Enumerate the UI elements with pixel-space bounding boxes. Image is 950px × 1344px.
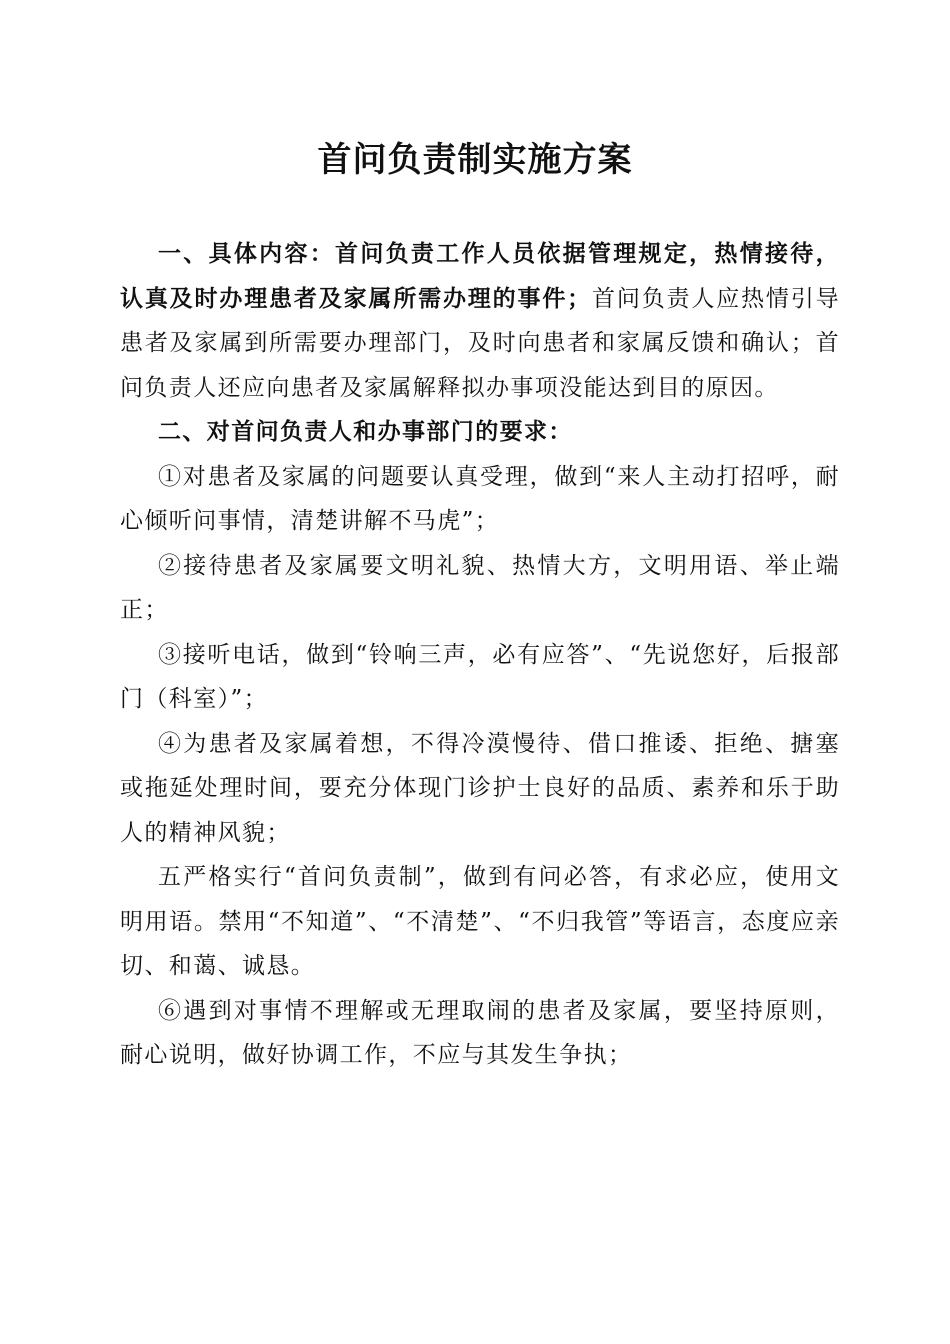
requirement-item-6: ⑥遇到对事情不理解或无理取闹的患者及家属，要坚持原则，耐心说明，做好协调工作，不应与其发生争执； <box>120 997 840 1068</box>
page-title: 首问负责制实施方案 <box>317 140 633 180</box>
requirement-item-3: ③接听电话，做到“铃响三声，必有应答”、“先说您好，后报部门（科室）”； <box>120 641 840 712</box>
section-2-heading: 二、对首问负责人和办事部门的要求： <box>158 419 573 445</box>
requirement-item-2: ②接待患者及家属要文明礼貌、热情大方，文明用语、举止端正； <box>120 552 840 623</box>
requirement-item-4: ④为患者及家属着想，不得冷漠慢待、借口推诿、拒绝、搪塞或拖延处理时间，要充分体现门诊护士良好的品质、素养和乐于助人的精神风貌； <box>120 730 840 846</box>
section-1-body: 首问负责人应热情引导患者及家属到所需要办理部门，及时向患者和家属反馈和确认；首问负责人还应向患者及家属解释拟办事项没能达到目的原因。 <box>120 285 841 401</box>
section-1-heading: 一、具体内容：首问负责工作人员依据管理规定，热情接待，认真及时办理患者及家属所需办理的事件； <box>120 241 840 312</box>
section-1-paragraph <box>120 232 840 410</box>
document-body <box>120 232 840 1078</box>
requirement-item-1: ①对患者及家属的问题要认真受理，做到“来人主动打招呼，耐心倾听问事情，清楚讲解不马虎”； <box>120 463 840 534</box>
requirement-item-5: 五严格实行“首问负责制”，做到有问必答，有求必应，使用文明用语。禁用“不知道”、“不清楚”、“不归我管”等语言，态度应亲切、和蔼、诚恳。 <box>120 864 840 979</box>
